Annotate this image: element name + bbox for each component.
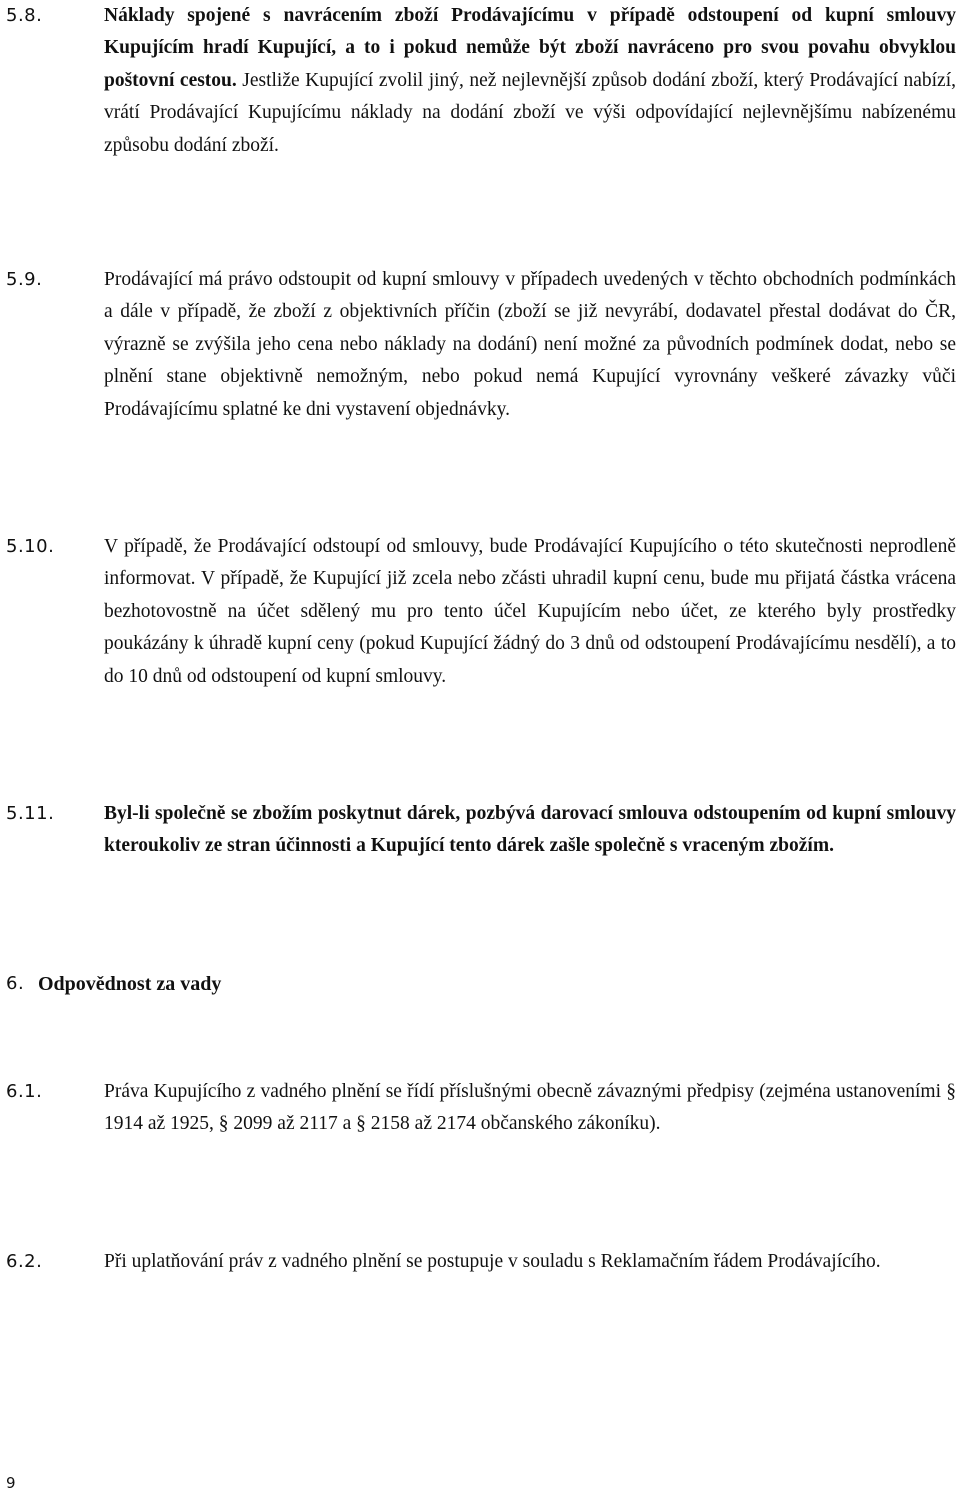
clause-text: Jestliže Kupující zvolil jiný, než nejlevnější způsob dodání zboží, který Prodávající nabízí, vrátí Prodávající Kupujícímu náklady na dodání zboží ve výši odpovídající nejlevnějšímu nabízenému způsobu dodání zboží.: [104, 69, 956, 156]
clause-body: [104, 0, 956, 162]
clause-bold-text: Náklady spojené s navrácením zboží Prodávajícímu v případě odstoupení od kupní smlouvy Kupujícím hradí Kupující, a to i pokud nemůže být zboží navráceno pro svou povahu obvyklou poštovní cestou.: [104, 5, 956, 91]
section-title: Odpovědnost za vady: [38, 973, 222, 995]
clause-number: 6.2.: [6, 1251, 43, 1272]
clause-bold-text: Byl-li společně se zbožím poskytnut dárek, pozbývá darovací smlouva odstoupením od kupní smlouvy kteroukoliv ze stran účinnosti a Kupující tento dárek zašle společně s vraceným zbožím.: [104, 803, 956, 857]
clause-number: 5.8.: [6, 5, 43, 26]
clause-body: Práva Kupujícího z vadného plnění se řídí příslušnými obecně závaznými předpisy (zejména ustanoveními § 1914 až 1925, § 2099 až 2117 a § 2158 až 2174 občanského zákoníku).: [104, 1081, 956, 1135]
clause-number: 6.1.: [6, 1081, 43, 1102]
section-number: 6.: [6, 973, 25, 994]
page-number: 9: [6, 1474, 16, 1492]
clause-body: Prodávající má právo odstoupit od kupní smlouvy v případech uvedených v těchto obchodních podmínkách a dále v případě, že zboží z objektivních příčin (zboží se již nevyrábí, dodavatel přestal dodávat do ČR, výrazně se zvýšila jeho cena nebo náklady na dodání) není možné za původních podmínek dodat, nebo se plnění stane objektivně nemožným, nebo pokud nemá Kupující vyrovnány veškeré závazky vůči Prodávajícímu splatné ke dni vystavení objednávky.: [104, 269, 956, 420]
clause-number: 5.10.: [6, 536, 55, 557]
clause-body: V případě, že Prodávající odstoupí od smlouvy, bude Prodávající Kupujícího o této skutečnosti neprodleně informovat. V případě, že Kupující již zcela nebo zčásti uhradil kupní cenu, bude mu přijatá částka vrácena bezhotovostně na účet sdělený mu pro tento účel Kupujícím nebo účet, ze kterého byly prostředky poukázány k úhradě kupní ceny (pokud Kupující žádný do 3 dnů od odstoupení Prodávajícímu nesdělí), a to do 10 dnů od odstoupení od kupní smlouvy.: [104, 536, 956, 687]
clause-number: 5.11.: [6, 803, 55, 824]
clause-body: Při uplatňování práv z vadného plnění se postupuje v souladu s Reklamačním řádem Prodávajícího.: [104, 1251, 881, 1272]
clause-number: 5.9.: [6, 269, 43, 290]
